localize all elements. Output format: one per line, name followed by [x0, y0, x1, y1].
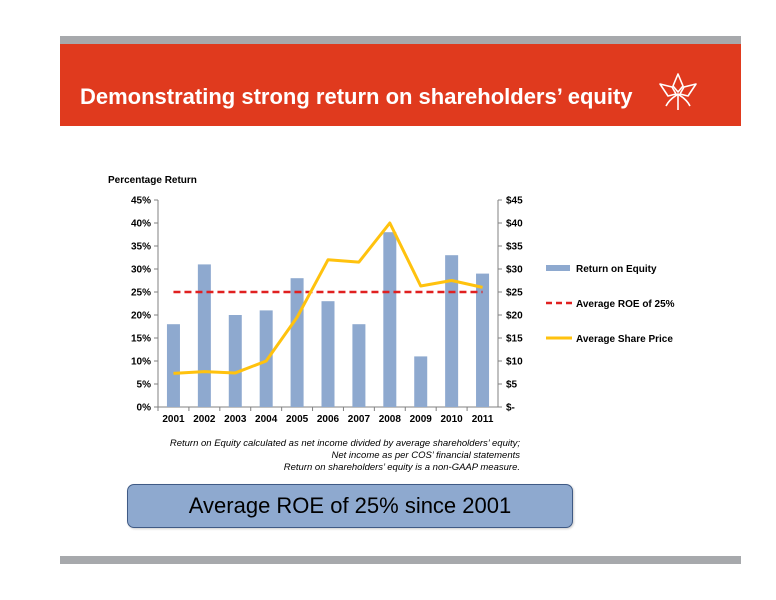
left-tick-label: 30%: [130, 264, 151, 276]
right-tick-label: $5: [506, 379, 518, 391]
left-tick-label: 20%: [130, 310, 151, 322]
footnote-1: Return on Equity calculated as net income divided by average shareholders’ equity;: [169, 438, 520, 449]
left-tick-label: 40%: [130, 218, 151, 230]
roe-bar: [322, 301, 335, 407]
roe-bar: [383, 232, 396, 407]
footnote-3: Return on shareholders’ equity is a non-GAAP measure.: [283, 462, 520, 473]
right-tick-label: $45: [506, 195, 523, 207]
right-tick-label: $15: [506, 333, 523, 345]
x-tick-label: 2008: [378, 414, 401, 425]
right-tick-label: $25: [506, 287, 523, 299]
left-tick-label: 35%: [130, 241, 151, 253]
average-roe-callout: Average ROE of 25% since 2001: [127, 484, 573, 528]
x-tick-label: 2011: [471, 414, 494, 425]
roe-bar: [198, 264, 211, 407]
page-title: Demonstrating strong return on shareholders’ equity: [80, 84, 633, 109]
x-tick-label: 2006: [316, 414, 340, 425]
roe-bar: [414, 356, 427, 407]
left-tick-label: 0%: [136, 402, 151, 414]
roe-bar: [445, 255, 458, 407]
left-tick-label: 15%: [130, 333, 151, 345]
roe-bar: [229, 315, 242, 407]
roe-bar: [291, 278, 304, 407]
right-tick-label: $10: [506, 356, 523, 368]
right-tick-label: $35: [506, 241, 523, 253]
legend-label: Return on Equity: [576, 264, 657, 275]
bottom-gray-bar: [60, 556, 741, 564]
x-tick-label: 2004: [255, 414, 278, 425]
x-tick-label: 2001: [162, 414, 185, 425]
left-tick-label: 25%: [130, 287, 151, 299]
right-tick-label: $-: [506, 402, 515, 414]
left-tick-label: 45%: [130, 195, 151, 207]
legend-swatch-roe: [546, 265, 570, 271]
roe-bar: [476, 274, 489, 407]
footnote-2: Net income as per COS’ financial statements: [331, 450, 520, 461]
right-tick-label: $40: [506, 218, 523, 230]
y-axis-title: Percentage Return: [108, 175, 197, 186]
x-tick-label: 2009: [409, 414, 432, 425]
right-tick-label: $30: [506, 264, 523, 276]
roe-bar: [167, 324, 180, 407]
legend-label: Average ROE of 25%: [576, 299, 675, 310]
x-tick-label: 2002: [193, 414, 216, 425]
legend: [546, 264, 675, 345]
left-tick-label: 5%: [136, 379, 151, 391]
right-tick-label: $20: [506, 310, 523, 322]
x-tick-label: 2005: [285, 414, 309, 425]
x-tick-label: 2007: [347, 414, 371, 425]
roe-bar: [352, 324, 365, 407]
legend-label: Average Share Price: [576, 334, 673, 345]
left-tick-label: 10%: [130, 356, 151, 368]
x-tick-label: 2003: [224, 414, 247, 425]
x-tick-label: 2010: [440, 414, 463, 425]
